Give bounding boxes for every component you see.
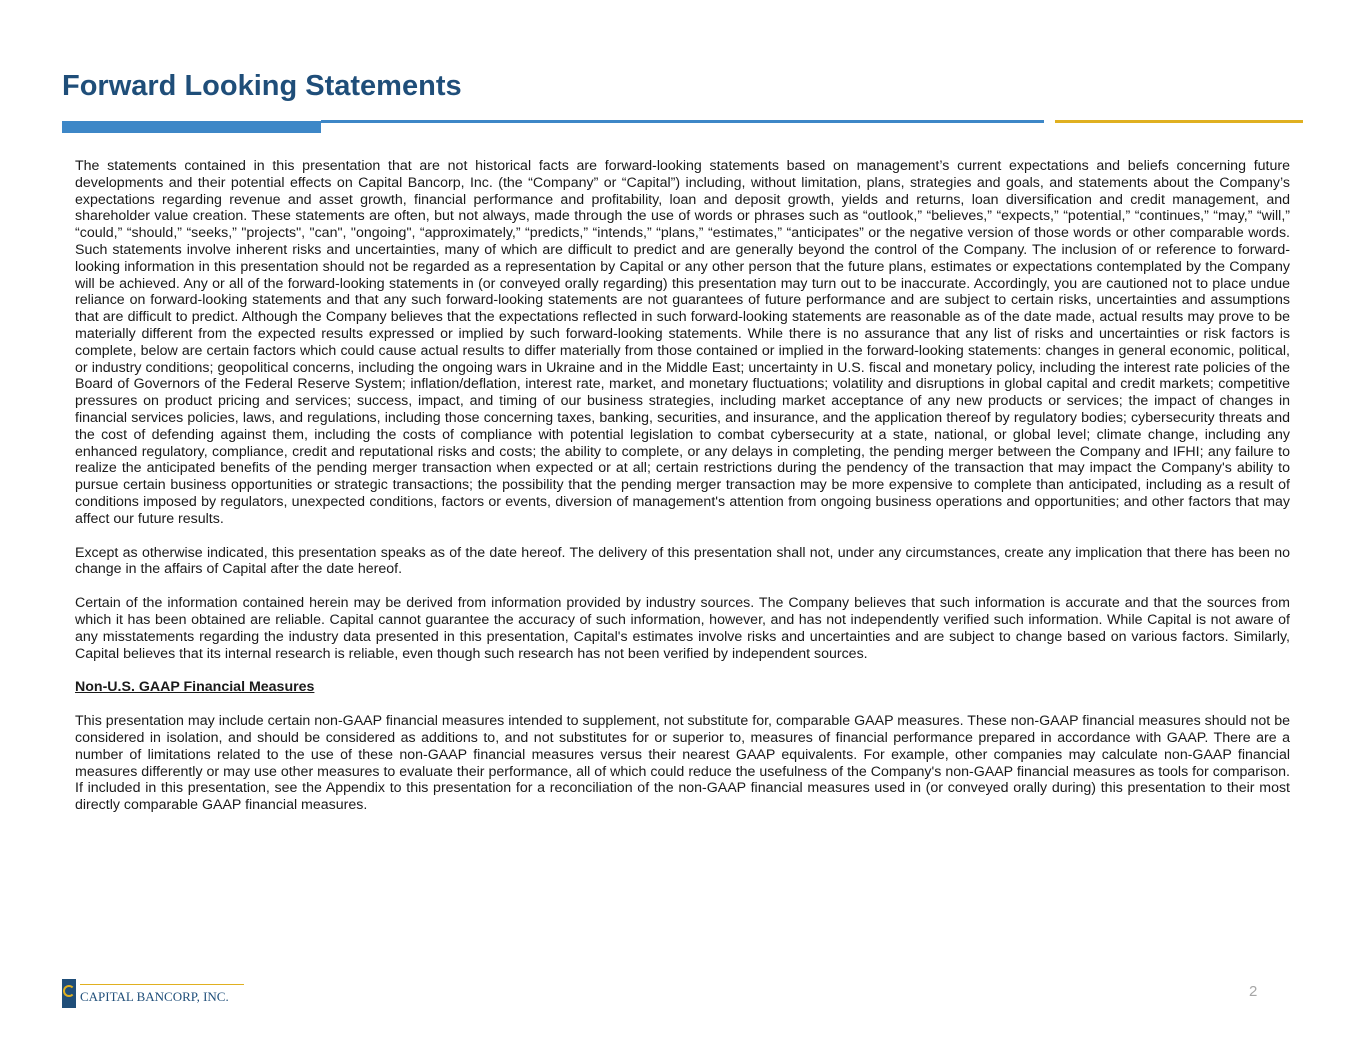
company-logo xyxy=(62,979,244,1008)
date-hereof-paragraph: Except as otherwise indicated, this presentation speaks as of the date hereof. The delivery of this presentation shall not, under any circumstances, create any implication that there has been no change in the affairs of Capital after the date hereof. xyxy=(75,544,1290,578)
page-title: Forward Looking Statements xyxy=(62,70,462,102)
title-underline-gold-rule xyxy=(1055,120,1303,123)
logo-text: CAPITAL BANCORP, INC. xyxy=(80,988,229,1004)
forward-looking-paragraph: The statements contained in this presentation that are not historical facts are forward-looking statements based on management’s current expectations and beliefs concerning future developments and their potential effects on Capital Bancorp, Inc. (the “Company” or “Capital”) including, without limitation, plans, strategies and goals, and statements about the Company’s expectations regarding revenue and asset growth, financial performance and profitability, loan and deposit growth, yields and returns, loan diversification and credit management, and shareholder value creation. These statements are often, but not always, made through the use of words or phrases such as “outlook,” “believes,” “expects,” “potential,” “continues,” “may,” “will,” “could,” “should,” “seeks,” "projects", "can", "ongoing", “approximately,” “predicts,” “intends,” “plans,” “estimates,” “anticipates” or the negative version of those words or other comparable words. Such statements involve inherent risks and uncertainties, many of which are difficult to predict and are generally beyond the control of the Company. The inclusion of or reference to forward-looking information in this presentation should not be regarded as a representation by Capital or any other person that the future plans, estimates or expectations contemplated by the Company will be achieved. Any or all of the forward-looking statements in (or conveyed orally regarding) this presentation may turn out to be inaccurate. Accordingly, you are cautioned not to place undue reliance on forward-looking statements and that any such forward-looking statements are not guarantees of future performance and are subject to certain risks, uncertainties and assumptions that are difficult to predict. Although the Company believes that the expectations reflected in such forward-looking statements are reasonable as of the date made, actual results may prove to be materially different from the expected results expressed or implied by such forward-looking statements. While there is no assurance that any list of risks and uncertainties or risk factors is complete, below are certain factors which could cause actual results to differ materially from those contained or implied in the forward-looking statements: changes in general economic, political, or industry conditions; geopolitical concerns, including the ongoing wars in Ukraine and in the Middle East; uncertainty in U.S. fiscal and monetary policy, including the interest rate policies of the Board of Governors of the Federal Reserve System; inflation/deflation, interest rate, market, and monetary fluctuations; volatility and disruptions in global capital and credit markets; competitive pressures on product pricing and services; success, impact, and timing of our business strategies, including market acceptance of any new products or services; the impact of changes in financial services policies, laws, and regulations, including those concerning taxes, banking, securities, and insurance, and the application thereof by regulatory bodies; cybersecurity threats and the cost of defending against them, including the costs of compliance with potential legislation to combat cybersecurity at a state, national, or global level; climate change, including any enhanced regulatory, compliance, credit and reputational risks and costs; the ability to complete, or any delays in completing, the pending merger between the Company and IFHI; any failure to realize the anticipated benefits of the pending merger transaction when expected or at all; certain restrictions during the pendency of the transaction that may impact the Company's ability to pursue certain business opportunities or strategic transactions; the possibility that the pending merger transaction may be more expensive to complete than anticipated, including as a result of conditions imposed by regulators, unexpected conditions, factors or events, diversion of management's attention from ongoing business operations and opportunities; and other factors that may affect our future results. xyxy=(75,158,1290,527)
non-gaap-paragraph: This presentation may include certain non-GAAP financial measures intended to supplement, not substitute for, comparable GAAP measures. These non-GAAP financial measures should not be considered in isolation, and should be considered as additions to, and not substitutes for or superior to, measures of financial performance prepared in accordance with GAAP. There are a number of limitations related to the use of these non-GAAP financial measures versus their nearest GAAP equivalents. For example, other companies may calculate non-GAAP financial measures differently or may use other measures to evaluate their performance, all of which could reduce the usefulness of the Company's non-GAAP financial measures as tools for comparison. If included in this presentation, see the Appendix to this presentation for a reconciliation of the non-GAAP financial measures used in (or conveyed orally during) this presentation to their most directly comparable GAAP financial measures. xyxy=(75,713,1290,814)
page-number: 2 xyxy=(1249,983,1258,1000)
title-underline-rule xyxy=(321,120,1044,123)
logo-gold-line xyxy=(80,984,244,985)
disclaimer-body xyxy=(75,158,1290,831)
industry-sources-paragraph: Certain of the information contained herein may be derived from information provided by industry sources. The Company believes that such information is accurate and that the sources from which it has been obtained are reliable. Capital cannot guarantee the accuracy of such information, however, and has not independently verified such information. While Capital is not aware of any misstatements regarding the industry data presented in this presentation, Capital's estimates involve risks and uncertainties and are subject to change based on various factors. Similarly, Capital believes that its internal research is reliable, even though such research has not been verified by independent sources. xyxy=(75,595,1290,662)
title-underline-accent xyxy=(62,121,321,133)
capital-bancorp-logo-icon xyxy=(62,979,76,1008)
non-gaap-heading: Non-U.S. GAAP Financial Measures xyxy=(75,679,315,696)
